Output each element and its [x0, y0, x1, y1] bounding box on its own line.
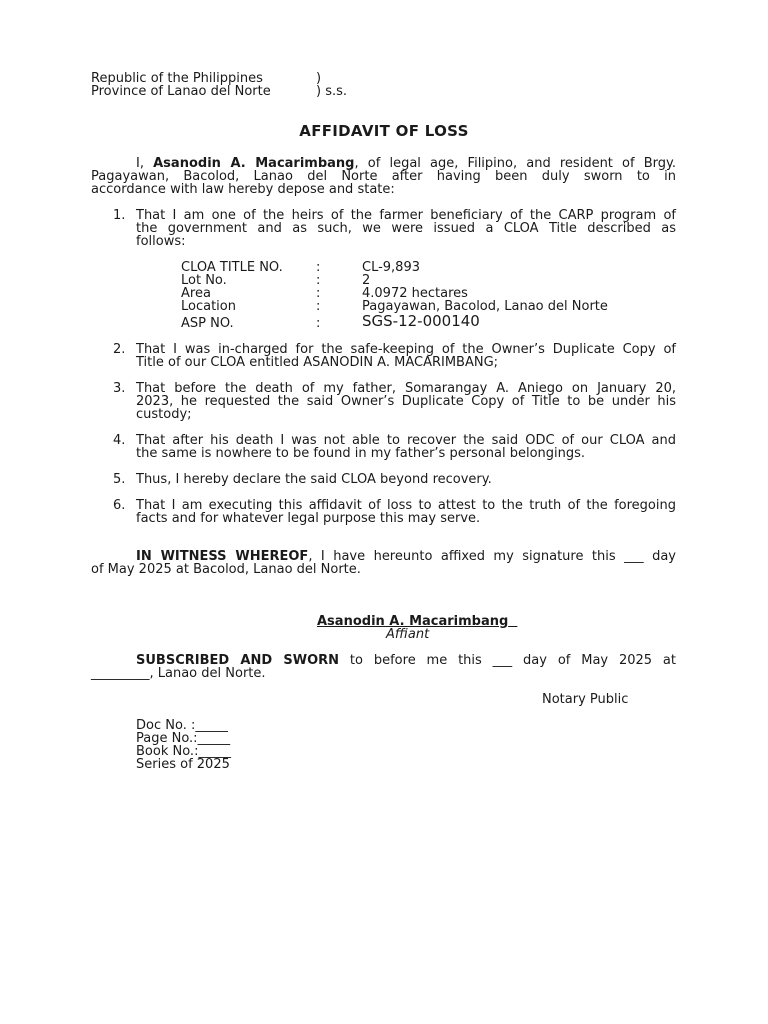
cloa-label-area: Area [181, 286, 211, 301]
item-1-line-1: That I am one of the heirs of the farmer beneficiary of the CARP program of [136, 208, 676, 223]
item-1-line-3: follows: [136, 234, 186, 249]
series: Series of 2025 [136, 757, 230, 772]
cloa-label-lot-no: Lot No. [181, 273, 227, 288]
sworn-bold: SUBSCRIBED AND SWORN [136, 653, 340, 668]
cloa-value-asp-no: SGS-12-000140 [362, 312, 480, 330]
cloa-value-lot-no: 2 [362, 273, 371, 288]
document-title: AFFIDAVIT OF LOSS [299, 122, 469, 140]
cloa-label-title-no: CLOA TITLE NO. [181, 260, 283, 275]
item-5-line-1: Thus, I hereby declare the said CLOA beyond recovery. [136, 472, 492, 487]
affiant-name-inline: Asanodin A. Macarimbang [153, 156, 355, 171]
sworn-line-1-rest: to before me this ___ day of May 2025 at [339, 653, 676, 668]
notary-public-label: Notary Public [542, 692, 629, 707]
affiant-role: Affiant [386, 627, 430, 642]
intro-line-2: Pagayawan, Bacolod, Lanao del Norte after having been duly sworn to in [91, 169, 676, 184]
intro-prefix: I, [136, 156, 154, 171]
cloa-sep: : [316, 316, 321, 331]
item-1-line-2: the government and as such, we were issued a CLOA Title described as [136, 221, 676, 236]
intro-line-3: accordance with law hereby depose and state: [91, 182, 395, 197]
item-5-number: 5. [113, 472, 126, 487]
item-3-line-1: That before the death of my father, Somarangay A. Aniego on January 20, [136, 381, 676, 396]
item-6-number: 6. [113, 498, 126, 513]
cloa-value-area: 4.0972 hectares [362, 286, 468, 301]
item-4-number: 4. [113, 433, 126, 448]
item-1-number: 1. [113, 208, 126, 223]
book-no: Book No.:_____ [136, 744, 231, 759]
doc-no: Doc No. :_____ [136, 718, 228, 733]
item-2-number: 2. [113, 342, 126, 357]
item-4-line-2: the same is nowhere to be found in my father’s personal belongings. [136, 446, 586, 461]
item-6-line-2: facts and for whatever legal purpose this may serve. [136, 511, 481, 526]
cloa-value-title-no: CL-9,893 [362, 260, 420, 275]
venue-line-2-left: Province of Lanao del Norte [91, 84, 271, 99]
cloa-sep: : [316, 286, 321, 301]
cloa-sep: : [316, 260, 321, 275]
affiant-signature-name: Asanodin A. Macarimbang [317, 614, 509, 629]
item-3-number: 3. [113, 381, 126, 396]
cloa-sep: : [316, 273, 321, 288]
page-no: Page No.:_____ [136, 731, 231, 746]
cloa-label-asp-no: ASP NO. [181, 316, 234, 331]
item-6-line-1: That I am executing this affidavit of loss to attest to the truth of the foregoing [136, 498, 676, 513]
venue-line-2-right: ) s.s. [316, 84, 348, 99]
cloa-label-location: Location [181, 299, 236, 314]
witness-line-2: of May 2025 at Bacolod, Lanao del Norte. [91, 562, 361, 577]
sworn-line-2: _________, Lanao del Norte. [91, 666, 266, 681]
cloa-sep: : [316, 299, 321, 314]
item-3-line-2: 2023, he requested the said Owner’s Duplicate Copy of Title to be under his [136, 394, 676, 409]
witness-bold: IN WITNESS WHEREOF [136, 549, 309, 564]
intro-line-1-rest: , of legal age, Filipino, and resident of Brgy. [354, 156, 676, 171]
item-3-line-3: custody; [136, 407, 192, 422]
venue-line-1-right: ) [316, 71, 322, 86]
witness-line-1-rest: , I have hereunto affixed my signature this ___ day [308, 549, 676, 564]
item-4-line-1: That after his death I was not able to recover the said ODC of our CLOA and [136, 433, 676, 448]
item-2-line-2: Title of our CLOA entitled ASANODIN A. MACARIMBANG; [136, 355, 499, 370]
cloa-value-location: Pagayawan, Bacolod, Lanao del Norte [362, 299, 608, 314]
item-2-line-1: That I was in-charged for the safe-keeping of the Owner’s Duplicate Copy of [136, 342, 676, 357]
venue-line-1-left: Republic of the Philippines [91, 71, 263, 86]
